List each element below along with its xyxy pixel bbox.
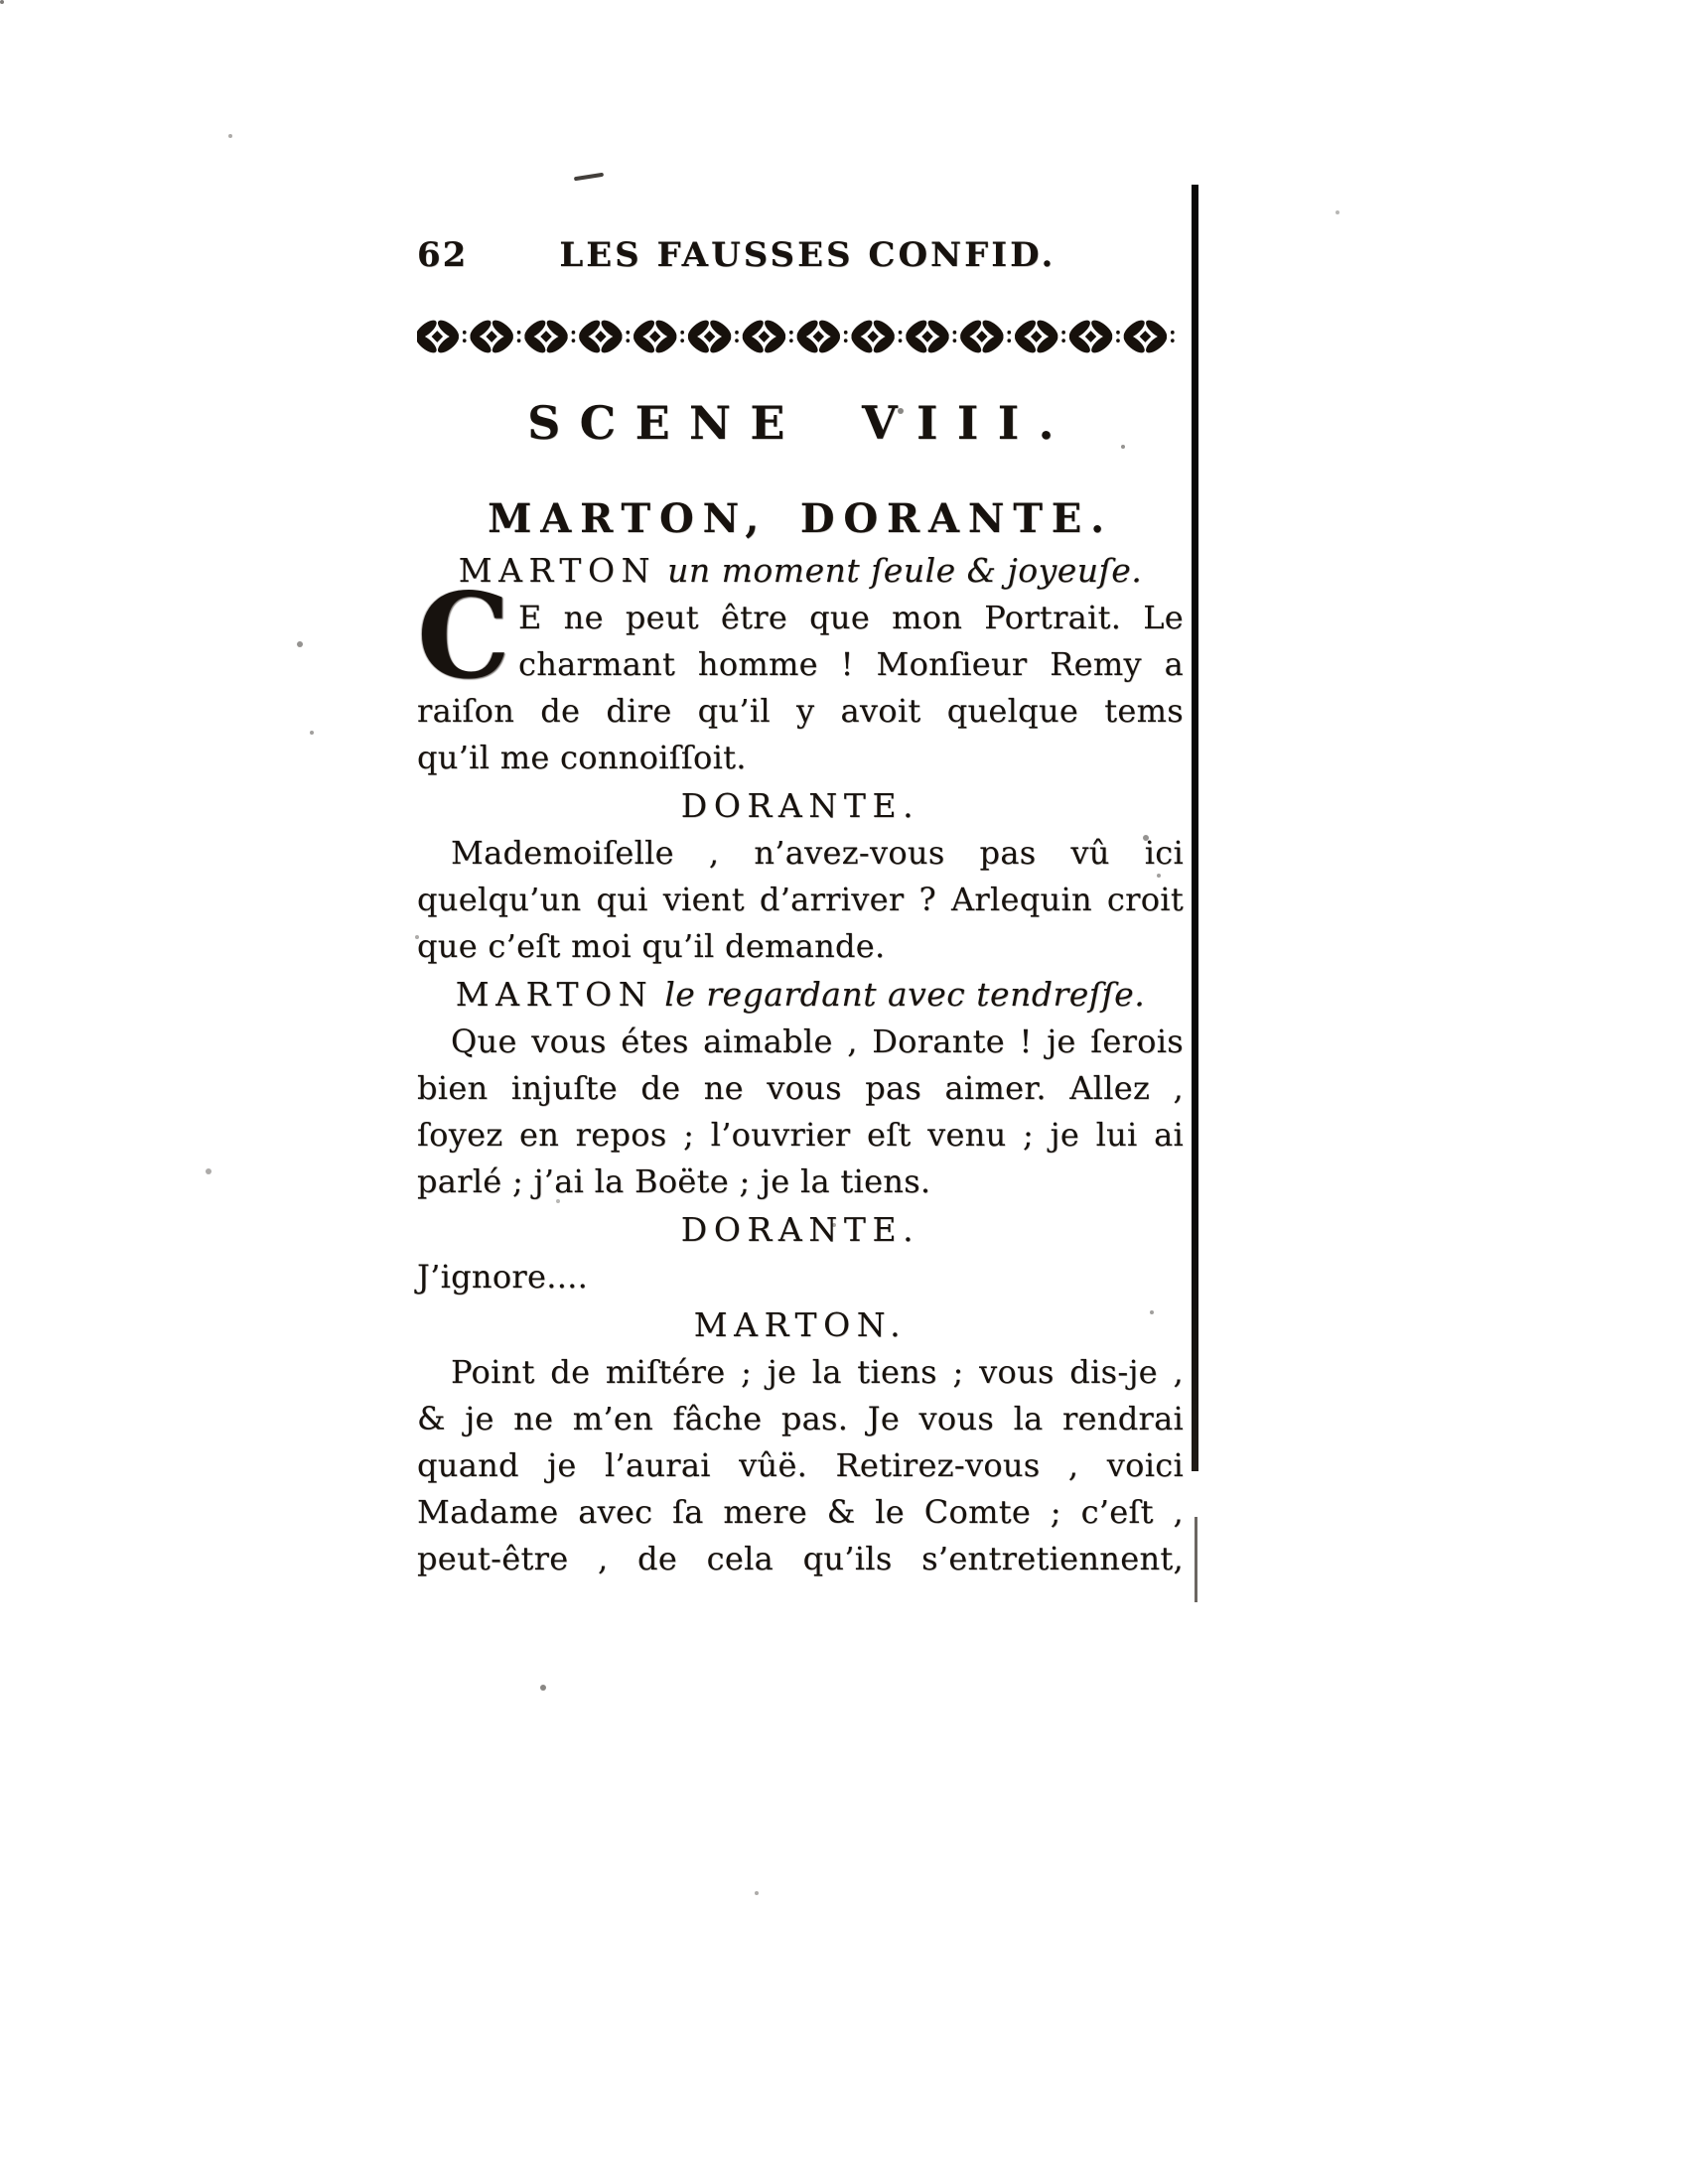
speech-line: J’ignore.... — [417, 1258, 589, 1296]
speech-line: E ne peut être que mon Portrait. Le — [518, 599, 1184, 636]
dialogue-block — [417, 1206, 1184, 1300]
speech-line: parlé ; j’ai la Boëte ; je la tiens. — [417, 1162, 931, 1200]
scene-heading: SCENE VIII. — [527, 396, 1073, 450]
stage-direction: le regardant avec tendreſſe. — [653, 975, 1146, 1014]
speech-line: & je ne m’en fâche pas. Je vous la rendrai — [417, 1400, 1184, 1437]
speaker-heading — [417, 547, 1184, 595]
speech-line: Point de miſtére ; je la tiens ; vous dis-je , — [451, 1353, 1184, 1391]
speaker-heading — [417, 1206, 1184, 1254]
speech-line: que c’eſt moi qu’il demande. — [417, 927, 886, 965]
dialogue-block — [417, 971, 1184, 1205]
dialogue-block — [417, 1301, 1184, 1582]
speaker-name: MARTON — [458, 551, 657, 590]
speaker-name: MARTON — [455, 975, 654, 1014]
stage-direction: un moment ſeule & joyeuſe. — [656, 551, 1143, 590]
dialogue-block — [417, 547, 1184, 781]
page-header — [417, 230, 1184, 280]
page-number: 62 — [417, 235, 469, 275]
speaker-heading — [417, 971, 1184, 1019]
speech-paragraph — [417, 1019, 1184, 1205]
fleuron-ornament-band — [417, 314, 1184, 359]
page-edge-rule-faint — [1195, 1517, 1197, 1602]
dialogue-area — [417, 547, 1184, 1582]
speech-line: charmant homme ! Monſieur Remy a — [518, 645, 1184, 683]
scene-characters-heading: MARTON, DORANTE. — [488, 495, 1113, 542]
speech-line: Que vous étes aimable , Dorante ! je ſerois — [451, 1023, 1184, 1060]
speech-line: qu’il me connoiſſoit. — [417, 739, 747, 776]
speech-line: Madame avec ſa mere & le Comte ; c’eſt , — [417, 1493, 1184, 1531]
dialogue-block — [417, 782, 1184, 970]
speaker-heading — [417, 782, 1184, 830]
speech-line: Mademoiſelle , n’avez-vous pas vû ici — [451, 834, 1184, 872]
text-column — [417, 230, 1184, 1582]
speaker-name: MARTON. — [693, 1305, 908, 1344]
speech-paragraph — [417, 1254, 1184, 1300]
speech-paragraph — [417, 1349, 1184, 1582]
speech-line: quand je l’aurai vûë. Retirez-vous , voici — [417, 1446, 1184, 1484]
speech-paragraph — [417, 830, 1184, 970]
speech-line: bien injuſte de ne vous pas aimer. Allez , — [417, 1069, 1184, 1107]
scan-noise-specks — [0, 0, 4, 4]
speaker-name: DORANTE. — [680, 1210, 920, 1249]
drop-cap-letter: C — [417, 567, 511, 705]
page-edge-rule — [1192, 185, 1198, 1471]
speaker-heading — [417, 1301, 1184, 1349]
speech-line: peut-être , de cela qu’ils s’entretiennent, — [417, 1540, 1184, 1577]
speaker-name: DORANTE. — [680, 786, 920, 825]
speech-line: ſoyez en repos ; l’ouvrier eſt venu ; je lui ai — [417, 1116, 1184, 1154]
speech-line: raiſon de dire qu’il y avoit quelque tems — [417, 692, 1184, 730]
speech-line: quelqu’un qui vient d’arriver ? Arlequin croit — [417, 881, 1184, 918]
running-title: LES FAUSSES CONFID. — [559, 235, 1056, 275]
ink-dash-mark — [574, 173, 604, 182]
